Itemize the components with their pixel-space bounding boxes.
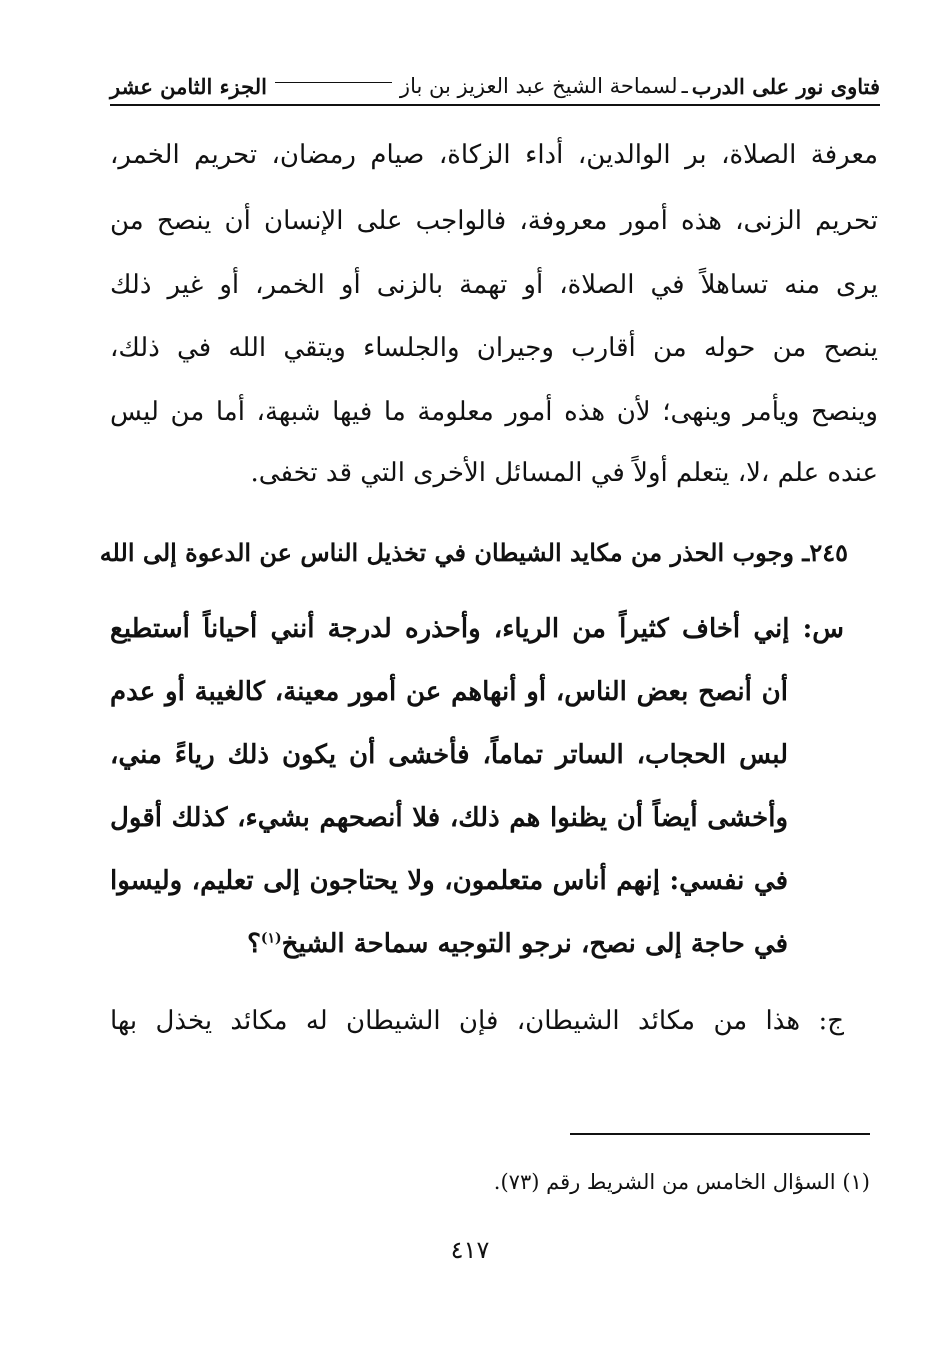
body-line: تحريم الزنى، هذه أمور معروفة، فالواجب على الإنسان أن ينصح من bbox=[110, 206, 878, 236]
question-line: س: إني أخاف كثيراً من الرياء، وأحذره لدرجة أنني أحياناً أستطيع bbox=[110, 614, 844, 644]
body-line: يرى منه تساهلاً في الصلاة، أو تهمة بالزنى أو الخمر، أو غير ذلك bbox=[110, 270, 878, 300]
running-header bbox=[110, 66, 880, 106]
body-line: معرفة الصلاة، بر الوالدين، أداء الزكاة، صيام رمضان، تحريم الخمر، bbox=[110, 140, 878, 170]
question-mark: ؟ bbox=[247, 929, 261, 959]
volume-label: الجزء الثامن عشر bbox=[110, 73, 267, 99]
question-line: وأخشى أيضاً أن يظنوا هم ذلك، فلا أنصحهم بشيء، كذلك أقول bbox=[110, 803, 789, 833]
footnote-reference: (١) bbox=[260, 930, 282, 947]
question-line: لبس الحجاب، الساتر تماماً، فأخشى أن يكون ذلك رياءً مني، bbox=[110, 740, 788, 770]
body-line: وينصح ويأمر وينهى؛ لأن هذه أمور معلومة ما فيها شبهة، أما من ليس bbox=[110, 397, 878, 427]
header-dash-rule bbox=[275, 82, 392, 83]
question-line bbox=[110, 929, 788, 959]
page-number: ٤١٧ bbox=[450, 1236, 490, 1264]
question-last-text: في حاجة إلى نصح، نرجو التوجيه سماحة الشيخ bbox=[281, 929, 788, 959]
header-separator: ـ bbox=[681, 74, 688, 98]
book-title: فتاوى نور على الدرب bbox=[691, 73, 880, 99]
section-heading: ٢٤٥ـ وجوب الحذر من مكايد الشيطان في تخذيل الناس عن الدعوة إلى الله bbox=[99, 538, 848, 567]
footnote: (١) السؤال الخامس من الشريط رقم (٧٣). bbox=[493, 1170, 870, 1194]
question-line: أن أنصح بعض الناس، أو أنهاهم عن أمور معينة، كالغيبة أو عدم bbox=[110, 677, 788, 707]
header-divider bbox=[110, 104, 880, 106]
question-line: في نفسي: إنهم أناس متعلمون، ولا يحتاجون إلى تعليم، وليسوا bbox=[110, 866, 788, 896]
body-line: ينصح من حوله من أقارب وجيران والجلساء ويتقي الله في ذلك، bbox=[110, 333, 878, 363]
answer-line: ج: هذا من مكائد الشيطان، فإن الشيطان له مكائد يخذل بها bbox=[110, 1006, 844, 1036]
footnote-divider bbox=[570, 1133, 870, 1135]
book-author: لسماحة الشيخ عبد العزيز بن باز bbox=[399, 74, 678, 98]
body-line: عنده علم ،لا، يتعلم أولاً في المسائل الأخرى التي قد تخفى. bbox=[250, 458, 878, 488]
